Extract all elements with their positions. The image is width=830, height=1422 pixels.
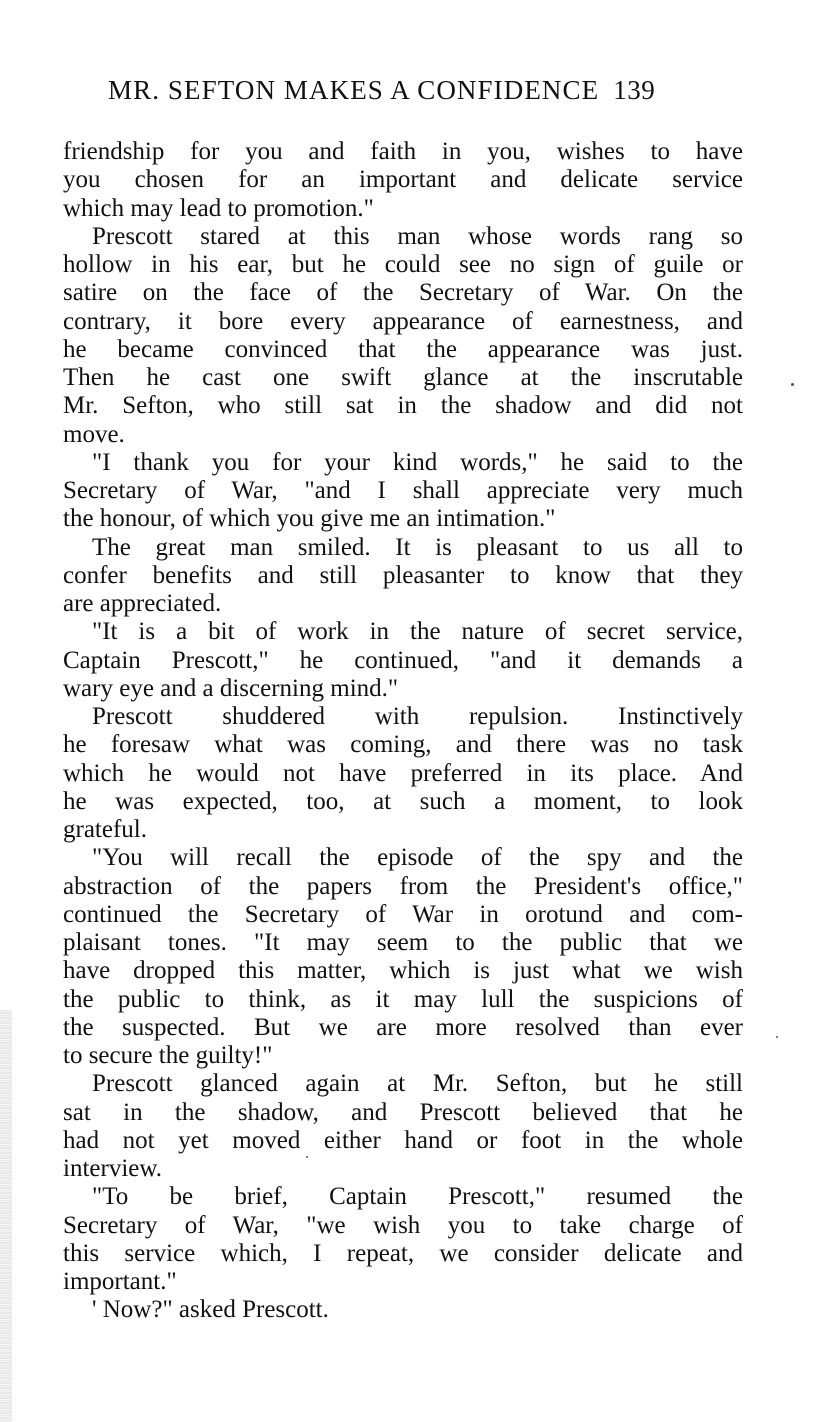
ink-speck xyxy=(791,383,794,386)
text-line: grateful. xyxy=(63,816,147,843)
text-line: "It is a bit of work in the nature of secret service, xyxy=(92,618,743,646)
chapter-title: MR. SEFTON MAKES A CONFIDENCE xyxy=(108,75,600,105)
text-line: are appreciated. xyxy=(63,590,222,617)
text-line: he became convinced that the appearance was just. xyxy=(63,335,743,363)
text-line: important." xyxy=(63,1268,177,1295)
text-line: interview. xyxy=(63,1155,163,1182)
text-line: Secretary of War, "and I shall appreciate very much xyxy=(63,477,743,504)
text-line: Then he cast one swift glance at the inscrutable xyxy=(63,364,743,391)
text-line: Prescott stared at this man whose words rang so xyxy=(92,222,743,250)
text-line: Mr. Sefton, who still sat in the shadow and did not xyxy=(63,392,743,420)
text-line: you chosen for an important and delicate service xyxy=(63,166,743,194)
text-line: have dropped this matter, which is just what we wish xyxy=(63,957,743,985)
text-line: wary eye and a discerning mind." xyxy=(63,674,399,702)
text-line: the honour, of which you give me an intimation." xyxy=(63,505,556,533)
text-line: abstraction of the papers from the President's office," xyxy=(63,872,743,900)
text-line: Prescott glanced again at Mr. Sefton, but he still xyxy=(92,1070,743,1098)
text-line: which may lead to promotion." xyxy=(63,194,374,222)
text-line: the public to think, as it may lull the suspicions of xyxy=(63,985,743,1013)
text-line: "You will recall the episode of the spy and the xyxy=(92,844,743,872)
text-line: had not yet moved either hand or foot in the whole xyxy=(63,1126,743,1154)
page-number: 139 xyxy=(613,75,656,105)
text-line: sat in the shadow, and Prescott believed that he xyxy=(63,1098,743,1126)
text-line: "To be brief, Captain Prescott," resumed the xyxy=(92,1183,743,1211)
text-line: he foresaw what was coming, and there was no task xyxy=(63,731,743,759)
text-line: satire on the face of the Secretary of War. On the xyxy=(63,279,743,307)
text-line: ' Now?" asked Prescott. xyxy=(92,1296,329,1324)
text-line: confer benefits and still pleasanter to know that they xyxy=(63,561,743,589)
text-line: hollow in his ear, but he could see no sign of guile or xyxy=(63,251,743,278)
text-line: friendship for you and faith in you, wishes to have xyxy=(63,138,743,165)
ink-speck xyxy=(306,1156,308,1158)
text-line: Captain Prescott," he continued, "and it demands a xyxy=(63,646,743,674)
text-line: the suspected. But we are more resolved than ever xyxy=(63,1013,743,1041)
text-line: The great man smiled. It is pleasant to us all to xyxy=(92,533,743,561)
scan-edge-shadow xyxy=(0,1010,12,1422)
ink-speck xyxy=(776,1036,778,1038)
text-line: "I thank you for your kind words," he said to the xyxy=(92,448,743,476)
text-line: to secure the guilty!" xyxy=(63,1042,273,1069)
running-head xyxy=(108,72,748,108)
text-line: which he would not have preferred in its place. And xyxy=(63,759,743,787)
text-line: Prescott shuddered with repulsion. Instinctively xyxy=(92,703,743,730)
text-line: he was expected, too, at such a moment, to look xyxy=(63,787,743,815)
body-text xyxy=(63,138,743,1325)
text-line: plaisant tones. "It may seem to the public that we xyxy=(63,929,743,956)
text-line: contrary, it bore every appearance of earnestness, and xyxy=(63,307,743,335)
text-line: move. xyxy=(63,420,125,448)
text-line: continued the Secretary of War in orotund and com- xyxy=(63,900,743,928)
text-line: this service which, I repeat, we consider delicate and xyxy=(63,1239,743,1267)
text-line: Secretary of War, "we wish you to take charge of xyxy=(63,1211,743,1239)
